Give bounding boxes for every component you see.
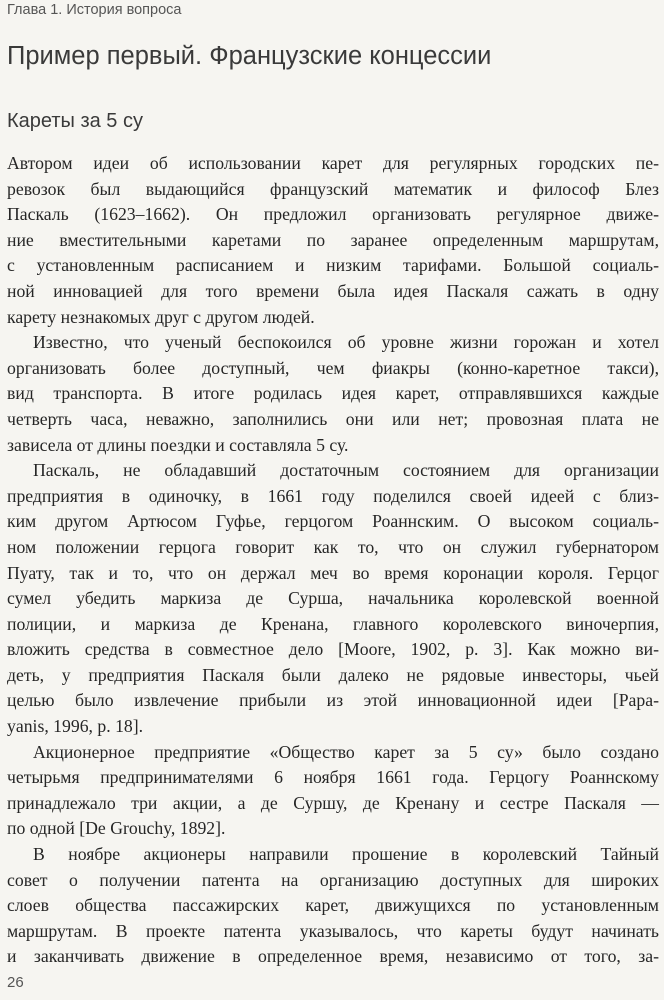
text-line: организовать более доступный, чем фиакры (конно-каретное такси),	[7, 357, 659, 378]
text-line: ной инновацией для того времени была идея Паскаля сажать в одну	[7, 280, 659, 301]
text-line: Пуату, так и то, что он держал меч во время коронации короля. Герцог	[7, 562, 659, 583]
page-number: 26	[7, 974, 24, 991]
paragraph	[7, 151, 659, 330]
text-line: предприятия в одиночку, в 1661 году поделился своей идеей с близ-	[7, 485, 659, 506]
text-line: сумел убедить маркиза де Сурша, начальника королевской военной	[7, 588, 659, 609]
text-line: совет о получении патента на организацию доступных для широких	[7, 869, 659, 890]
text-line: по одной [De Grouchy, 1892].	[7, 818, 226, 839]
text-line: полиции, и маркиза де Кренана, главного королевского виночерпия,	[7, 613, 659, 634]
text-line: ном положении герцога говорит как то, что он служил губернатором	[7, 536, 659, 557]
text-line: yanis, 1996, p. 18].	[7, 716, 144, 737]
text-line: Паскаль, не обладавший достаточным состоянием для организации	[33, 460, 659, 481]
paragraph	[7, 842, 659, 970]
paragraph	[7, 740, 659, 842]
text-line: Известно, что ученый беспокоился об уровне жизни горожан и хотел	[33, 332, 659, 353]
text-line: с установленным расписанием и низким тарифами. Большой социаль-	[7, 255, 659, 276]
text-line: маршрутам. В проекте патента указывалось, что кареты будут начинать	[7, 920, 659, 941]
text-line: вложить средства в совместное дело [Moore, 1902, p. 3]. Как можно ви-	[7, 639, 659, 660]
section-title: Кареты за 5 су	[7, 110, 143, 132]
text-line: ревозок был выдающийся французский математик и философ Блез	[7, 178, 659, 199]
text-line: Паскаль (1623–1662). Он предложил организовать регулярное движе-	[7, 204, 659, 225]
text-line: целью было извлечение прибыли из этой инновационной идеи [Papa-	[7, 690, 659, 711]
text-line: Автором идеи об использовании карет для регулярных городских пе-	[7, 153, 659, 173]
chapter-title: Пример первый. Французские концессии	[7, 42, 492, 70]
text-line: ким другом Артюсом Гуфье, герцогом Роаннским. О высоком социаль-	[7, 511, 659, 532]
body-text	[7, 151, 659, 970]
text-line: четырьмя предпринимателями 6 ноября 1661 года. Герцогу Роаннскому	[7, 767, 659, 788]
text-line: четверть часа, неважно, заполнились они или нет; провозная плата не	[7, 408, 659, 429]
text-line: зависела от длины поездки и составляла 5 су.	[7, 434, 349, 455]
text-line: В ноябре акционеры направили прошение в королевский Тайный	[33, 844, 659, 865]
paragraph	[7, 458, 659, 740]
text-line: деть, у предприятия Паскаля были далеко не рядовые инвесторы, чьей	[7, 664, 659, 685]
text-line: принадлежало три акции, а де Суршу, де Кренану и сестре Паскаля —	[7, 792, 659, 813]
text-line: слоев общества пассажирских карет, движущихся по установленным	[7, 895, 659, 916]
text-line: вид транспорта. В итоге родилась идея карет, отправлявшихся каждые	[7, 383, 659, 404]
text-line: ние вместительными каретами по заранее определенным маршрутам,	[7, 229, 659, 250]
text-line: карету незнакомых друг с другом людей.	[7, 306, 315, 327]
paragraph	[7, 330, 659, 458]
text-line: Акционерное предприятие «Общество карет за 5 су» было создано	[33, 741, 659, 762]
running-head: Глава 1. История вопроса	[7, 2, 182, 18]
text-line: и заканчивать движение в определенное время, независимо от того, за-	[7, 946, 659, 967]
